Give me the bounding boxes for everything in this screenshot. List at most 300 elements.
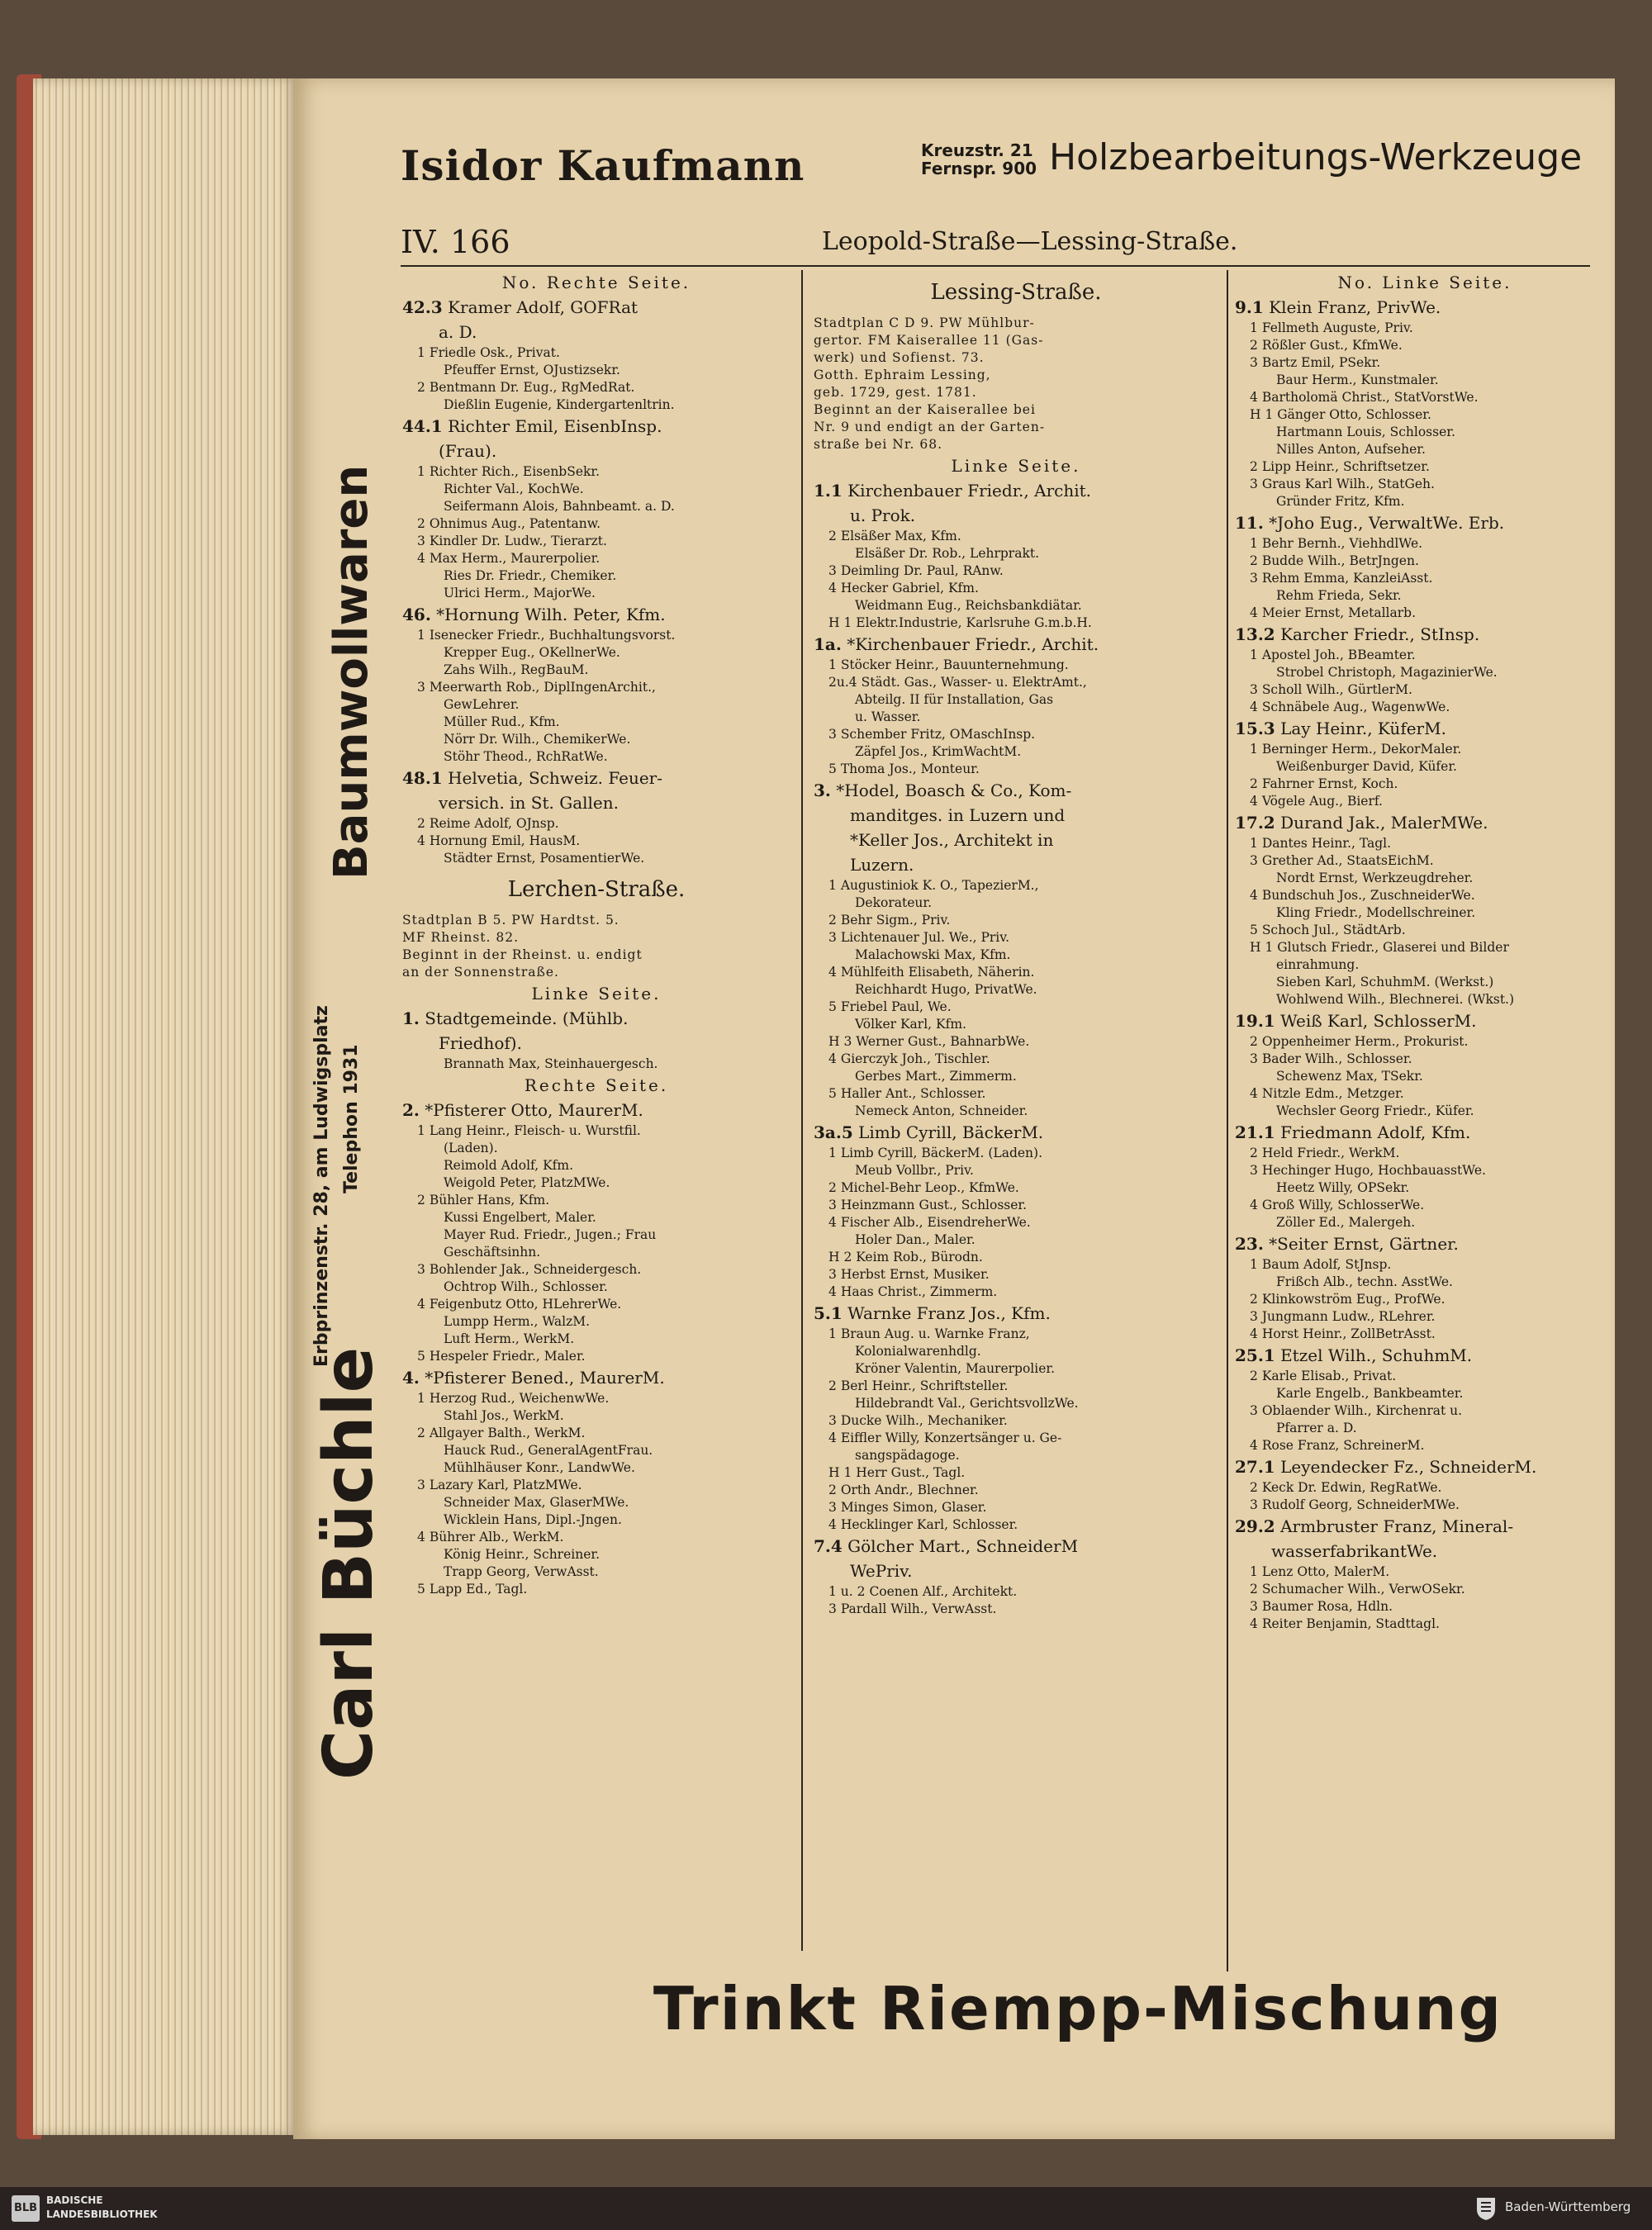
- entry-text: WePriv.: [850, 1561, 913, 1581]
- entry-number: 4: [1250, 390, 1258, 405]
- entry-number: 1: [1250, 1257, 1258, 1272]
- advertiser-address: [921, 141, 1037, 178]
- entry-number: 3: [1250, 1163, 1258, 1178]
- resident-entry: [402, 1390, 790, 1407]
- entry-number: 3: [828, 1601, 837, 1616]
- entry-number: 5.1: [814, 1303, 843, 1323]
- entry-text: Warnke Franz Jos., Kfm.: [847, 1303, 1051, 1323]
- entry-text: Rechte Seite.: [524, 1075, 669, 1095]
- entry-text: Ulrici Herm., MajorWe.: [444, 586, 596, 600]
- entry-number: 5: [828, 999, 837, 1014]
- resident-entry: [814, 562, 1218, 580]
- side-ad-product: Baumwollwaren: [325, 464, 378, 880]
- resident-entry: [814, 1051, 1218, 1068]
- side-heading: [814, 453, 1218, 478]
- entry-text: straße bei Nr. 68.: [814, 437, 943, 452]
- house-entry: [1235, 1454, 1615, 1479]
- entry-text: werk) und Sofienst. 73.: [814, 350, 985, 365]
- library-name-line-1: BADISCHE: [46, 2194, 103, 2206]
- entry-text: u. Wasser.: [855, 709, 921, 724]
- resident-entry: [1235, 887, 1615, 904]
- entry-text: Seifermann Alois, Bahnbeamt. a. D.: [444, 499, 675, 514]
- resident-entry-continuation: [402, 1209, 790, 1226]
- resident-entry-continuation: [814, 1447, 1218, 1464]
- entry-text: Hecker Gabriel, Kfm.: [840, 581, 979, 595]
- street-info: [814, 315, 1218, 332]
- house-entry: [1235, 295, 1615, 320]
- entry-text: Wechsler Georg Friedr., Küfer.: [1276, 1103, 1474, 1118]
- entry-number: 2: [417, 816, 425, 831]
- entry-text: Ochtrop Wilh., Schlosser.: [444, 1279, 608, 1294]
- resident-entry-continuation: [402, 1140, 790, 1157]
- resident-entry: [1235, 1033, 1615, 1051]
- resident-entry: [814, 1249, 1218, 1266]
- entry-text: Graus Karl Wilh., StatGeh.: [1261, 477, 1435, 491]
- entry-text: Berl Heinr., Schriftsteller.: [840, 1378, 1009, 1393]
- entry-number: 1: [828, 1146, 837, 1160]
- house-entry: [1235, 1343, 1615, 1368]
- resident-entry: [402, 379, 790, 396]
- directory-page: [293, 78, 1615, 2139]
- entry-number: 1: [828, 657, 837, 672]
- footer-advertisement: Trinkt Riempp-Mischung: [653, 1974, 1503, 2043]
- resident-entry: [1235, 1145, 1615, 1162]
- entry-text: Richter Rich., EisenbSekr.: [429, 464, 601, 479]
- resident-entry: [814, 1326, 1218, 1343]
- resident-entry-continuation: [1235, 441, 1615, 458]
- entry-text: Limb Cyrill, BäckerM. (Laden).: [840, 1146, 1043, 1160]
- resident-entry-continuation: [402, 567, 790, 585]
- resident-entry: [1235, 1616, 1615, 1633]
- resident-entry: [402, 1261, 790, 1279]
- entry-number: 1: [417, 345, 425, 360]
- entry-number: 4.: [402, 1368, 420, 1388]
- entry-text: an der Sonnenstraße.: [402, 965, 559, 980]
- entry-text: Braun Aug. u. Warnke Franz,: [840, 1326, 1030, 1341]
- resident-entry: [402, 1477, 790, 1494]
- entry-text: Michel-Behr Leop., KfmWe.: [840, 1180, 1019, 1195]
- entry-text: Bartholomä Christ., StatVorstWe.: [1261, 390, 1479, 405]
- resident-entry-continuation: [814, 691, 1218, 709]
- entry-number: 48.1: [402, 768, 443, 788]
- house-entry: [814, 1301, 1218, 1326]
- entry-text: Glutsch Friedr., Glaserei und Bilder: [1277, 940, 1509, 955]
- entry-number: 4: [1250, 1198, 1258, 1212]
- entry-number: 3: [1250, 853, 1258, 868]
- entry-text: Heinzmann Gust., Schlosser.: [840, 1198, 1028, 1212]
- entry-number: 3: [828, 1500, 837, 1515]
- resident-entry-continuation: [814, 947, 1218, 964]
- entry-text: Dießlin Eugenie, Kindergartenltrin.: [444, 397, 675, 412]
- entry-text: Richter Val., KochWe.: [444, 482, 584, 496]
- resident-entry: [1235, 1563, 1615, 1581]
- entry-text: Thoma Jos., Monteur.: [840, 762, 980, 776]
- resident-entry-continuation: [814, 1360, 1218, 1378]
- entry-text: Ries Dr. Friedr., Chemiker.: [444, 568, 617, 583]
- house-entry: [402, 602, 790, 627]
- entry-text: Holer Dan., Maler.: [855, 1232, 976, 1247]
- entry-text: Oblaender Wilh., Kirchenrat u.: [1261, 1403, 1463, 1418]
- resident-entry-continuation: [402, 1511, 790, 1529]
- entry-text: Werner Gust., BahnarbWe.: [856, 1034, 1030, 1049]
- entry-text: Meub Vollbr., Priv.: [855, 1163, 974, 1178]
- resident-entry: [1235, 741, 1615, 758]
- resident-entry-continuation: [1235, 424, 1615, 441]
- resident-entry: [814, 1499, 1218, 1516]
- resident-entry: [814, 761, 1218, 778]
- entry-text: Weißenburger David, Küfer.: [1276, 759, 1457, 774]
- entry-text: Haas Christ., Zimmerm.: [840, 1284, 998, 1299]
- entry-text: Kröner Valentin, Maurerpolier.: [855, 1361, 1056, 1376]
- entry-number: 1: [1250, 1564, 1258, 1579]
- entry-number: 15.3: [1235, 719, 1275, 738]
- column-2: [814, 270, 1218, 1618]
- entry-text: Stöcker Heinr., Bauunternehmung.: [840, 657, 1069, 672]
- house-entry-continuation: [814, 503, 1218, 528]
- entry-number: 1: [828, 878, 837, 893]
- entry-number: 3: [828, 1267, 837, 1282]
- entry-text: Reichhardt Hugo, PrivatWe.: [855, 982, 1037, 997]
- resident-entry-continuation: [1235, 904, 1615, 922]
- resident-entry-continuation: [402, 1244, 790, 1261]
- entry-text: Klinkowström Eug., ProfWe.: [1261, 1292, 1446, 1307]
- entry-number: 46.: [402, 605, 431, 624]
- entry-text: Malachowski Max, Kfm.: [855, 947, 1011, 962]
- side-heading: [402, 1073, 790, 1098]
- entry-text: Völker Karl, Kfm.: [855, 1017, 966, 1032]
- entry-text: Lumpp Herm., WalzM.: [444, 1314, 591, 1329]
- resident-entry: [814, 1085, 1218, 1103]
- resident-entry: [814, 877, 1218, 894]
- entry-text: Orth Andr., Blechner.: [840, 1483, 979, 1497]
- blb-logo-icon: BLB: [12, 2195, 40, 2222]
- entry-number: 11.: [1235, 513, 1264, 533]
- resident-entry-continuation: [402, 1494, 790, 1511]
- entry-text: Grether Ad., StaatsEichM.: [1261, 853, 1434, 868]
- resident-entry: [402, 1296, 790, 1313]
- resident-entry: [1235, 922, 1615, 939]
- entry-text: Elektr.Industrie, Karlsruhe G.m.b.H.: [856, 615, 1092, 630]
- street-info: [814, 436, 1218, 453]
- entry-text: Reiter Benjamin, Stadttagl.: [1261, 1616, 1440, 1631]
- house-entry: [402, 1006, 790, 1031]
- resident-entry-continuation: [402, 1442, 790, 1459]
- entry-text: Rose Franz, SchreinerM.: [1261, 1438, 1425, 1453]
- resident-entry: [814, 912, 1218, 929]
- entry-number: 2: [828, 1180, 837, 1195]
- entry-number: 5: [417, 1349, 425, 1364]
- entry-number: 1.: [402, 1008, 420, 1028]
- resident-entry: [1235, 1197, 1615, 1214]
- side-ad-address: Erbprinzenstr. 28, am Ludwigsplatz: [311, 1005, 332, 1367]
- entry-number: H 1: [1250, 407, 1274, 422]
- entry-text: Hornung Emil, HausM.: [429, 833, 581, 848]
- resident-entry-continuation: [402, 481, 790, 498]
- entry-text: Keck Dr. Edwin, RegRatWe.: [1261, 1480, 1442, 1495]
- house-entry: [1235, 810, 1615, 835]
- resident-entry: [814, 614, 1218, 632]
- resident-entry-continuation: [402, 1407, 790, 1425]
- entry-text: Zöller Ed., Malergeh.: [1276, 1215, 1416, 1230]
- entry-number: 4: [417, 833, 425, 848]
- entry-text: Schember Fritz, OMaschInsp.: [840, 727, 1036, 742]
- entry-number: H 1: [1250, 940, 1274, 955]
- resident-entry: [1235, 1308, 1615, 1326]
- entry-number: 2: [1250, 1146, 1258, 1160]
- entry-text: Kling Friedr., Modellschreiner.: [1276, 905, 1476, 920]
- entry-text: *Kirchenbauer Friedr., Archit.: [847, 634, 1099, 654]
- house-entry: [814, 632, 1218, 657]
- resident-entry-continuation: [402, 498, 790, 515]
- resident-entry: [1235, 1402, 1615, 1420]
- side-heading: [402, 270, 790, 295]
- entry-text: *Keller Jos., Architekt in: [850, 830, 1054, 850]
- entry-text: Pfarrer a. D.: [1276, 1421, 1357, 1435]
- resident-entry-continuation: [1235, 587, 1615, 605]
- resident-entry-continuation: [1235, 664, 1615, 681]
- house-entry: [1235, 1514, 1615, 1539]
- entry-text: Lipp Heinr., Schriftsetzer.: [1261, 459, 1430, 474]
- entry-number: 4: [1250, 1086, 1258, 1101]
- resident-entry: [1235, 852, 1615, 870]
- resident-entry-continuation: [814, 894, 1218, 912]
- street-info: [814, 384, 1218, 401]
- entry-text: Horst Heinr., ZollBetrAsst.: [1261, 1326, 1436, 1341]
- resident-entry-continuation: [1235, 372, 1615, 389]
- page-edges: [33, 78, 297, 2135]
- entry-text: (Frau).: [439, 441, 497, 461]
- entry-number: 4: [828, 1284, 837, 1299]
- entry-text: Eiffler Willy, Konzertsänger u. Ge-: [840, 1431, 1062, 1445]
- entry-text: Behr Bernh., ViehhdlWe.: [1261, 536, 1423, 551]
- entry-text: Fahrner Ernst, Koch.: [1261, 776, 1398, 791]
- entry-text: Wicklein Hans, Dipl.-Jngen.: [444, 1512, 622, 1527]
- entry-number: 3: [417, 1478, 425, 1492]
- entry-text: Gerbes Mart., Zimmerm.: [855, 1069, 1017, 1084]
- entry-text: Hildebrandt Val., GerichtsvollzWe.: [855, 1396, 1079, 1411]
- entry-number: 5: [828, 762, 837, 776]
- house-entry-continuation: [814, 852, 1218, 877]
- resident-entry-continuation: [402, 748, 790, 766]
- resident-entry: [402, 815, 790, 833]
- entry-number: 23.: [1235, 1234, 1264, 1254]
- resident-entry-continuation: [402, 696, 790, 714]
- resident-entry-continuation: [402, 585, 790, 602]
- entry-number: 17.2: [1235, 813, 1275, 833]
- entry-text: Karcher Friedr., StInsp.: [1280, 624, 1480, 644]
- entry-text: Haller Ant., Schlosser.: [840, 1086, 986, 1101]
- house-entry-continuation: [814, 1559, 1218, 1583]
- resident-entry: [402, 1348, 790, 1365]
- entry-text: Fellmeth Auguste, Priv.: [1261, 320, 1413, 335]
- resident-entry: [814, 929, 1218, 947]
- entry-text: Nilles Anton, Aufseher.: [1276, 442, 1426, 457]
- side-ad-name: Carl Büchle: [310, 1346, 388, 1780]
- entry-number: H 2: [828, 1250, 852, 1264]
- house-entry: [1235, 716, 1615, 741]
- entry-number: 3: [1250, 1599, 1258, 1614]
- house-entry-continuation: [814, 828, 1218, 852]
- resident-entry: [1235, 793, 1615, 810]
- resident-entry: [1235, 939, 1615, 956]
- entry-text: Max Herm., Maurerpolier.: [429, 551, 601, 566]
- entry-text: Jungmann Ludw., RLehrer.: [1261, 1309, 1436, 1324]
- entry-number: 3: [828, 930, 837, 945]
- resident-entry: [402, 833, 790, 850]
- resident-entry: [1235, 570, 1615, 587]
- entry-text: geb. 1729, gest. 1781.: [814, 385, 977, 400]
- resident-entry-continuation: [1235, 1214, 1615, 1231]
- entry-text: Hespeler Friedr., Maler.: [429, 1349, 586, 1364]
- advertiser-address-line-2: Fernspr. 900: [921, 159, 1037, 178]
- resident-entry: [1235, 647, 1615, 664]
- entry-number: 21.1: [1235, 1122, 1275, 1142]
- entry-number: 13.2: [1235, 624, 1275, 644]
- entry-number: 2: [828, 1483, 837, 1497]
- entry-text: Meier Ernst, Metallarb.: [1261, 605, 1416, 620]
- entry-text: Rößler Gust., KfmWe.: [1261, 338, 1403, 353]
- street-info: [814, 419, 1218, 436]
- resident-entry: [814, 657, 1218, 674]
- entry-text: Bentmann Dr. Eug., RgMedRat.: [429, 380, 635, 395]
- page-number: IV. 166: [401, 224, 510, 260]
- resident-entry: [814, 1197, 1218, 1214]
- resident-entry: [402, 1122, 790, 1140]
- entry-text: Baum Adolf, StJnsp.: [1261, 1257, 1392, 1272]
- entry-text: No. Rechte Seite.: [501, 273, 691, 292]
- entry-number: 2: [828, 529, 837, 543]
- entry-text: Stadtplan B 5. PW Hardtst. 5.: [402, 913, 620, 928]
- entry-number: 3: [1250, 1051, 1258, 1066]
- resident-entry: [402, 1581, 790, 1598]
- entry-text: Lapp Ed., Tagl.: [429, 1582, 528, 1597]
- entry-number: 4: [828, 1051, 837, 1066]
- entry-text: Lessing-Straße.: [930, 280, 1102, 305]
- entry-text: No. Linke Seite.: [1337, 273, 1512, 292]
- resident-entry: [1235, 699, 1615, 716]
- baden-wuerttemberg-crest-icon: [1475, 2196, 1497, 2221]
- side-ad-telephone: Telephon 1931: [341, 1044, 362, 1193]
- entry-number: 4: [1250, 1326, 1258, 1341]
- resident-entry-continuation: [814, 1016, 1218, 1033]
- resident-entry-continuation: [1235, 1385, 1615, 1402]
- entry-number: 44.1: [402, 416, 443, 436]
- entry-text: Lichtenauer Jul. We., Priv.: [840, 930, 1010, 945]
- resident-entry-continuation: [1235, 1068, 1615, 1085]
- entry-text: Armbruster Franz, Mineral-: [1280, 1516, 1514, 1536]
- entry-number: 2: [1250, 1034, 1258, 1049]
- entry-number: 2: [828, 1378, 837, 1393]
- entry-number: 3: [1250, 477, 1258, 491]
- column-divider-1: [801, 270, 803, 1951]
- entry-number: 4: [417, 1297, 425, 1312]
- entry-text: Held Friedr., WerkM.: [1261, 1146, 1400, 1160]
- resident-entry-continuation: [814, 545, 1218, 562]
- entry-number: 1: [1250, 320, 1258, 335]
- entry-number: 4: [828, 581, 837, 595]
- entry-number: 25.1: [1235, 1345, 1275, 1365]
- resident-entry: [814, 1482, 1218, 1499]
- entry-text: Pfeuffer Ernst, OJustizsekr.: [444, 363, 620, 377]
- entry-number: 3: [828, 1413, 837, 1428]
- entry-number: 1.1: [814, 481, 843, 501]
- entry-text: Friedmann Adolf, Kfm.: [1280, 1122, 1471, 1142]
- entry-number: 2: [1250, 1582, 1258, 1597]
- house-entry-continuation: [1235, 1539, 1615, 1563]
- resident-entry: [814, 1266, 1218, 1283]
- resident-entry: [1235, 1162, 1615, 1179]
- entry-text: Brannath Max, Steinhauergesch.: [444, 1056, 658, 1071]
- entry-text: Isenecker Friedr., Buchhaltungsvorst.: [429, 628, 676, 643]
- resident-entry: [814, 1412, 1218, 1430]
- street-info: [814, 367, 1218, 384]
- entry-text: Lazary Karl, PlatzMWe.: [429, 1478, 582, 1492]
- entry-text: Karle Elisab., Privat.: [1261, 1369, 1397, 1383]
- resident-entry-continuation: [814, 743, 1218, 761]
- house-entry: [402, 766, 790, 790]
- entry-text: Gierczyk Joh., Tischler.: [840, 1051, 990, 1066]
- page-title: Leopold-Straße—Lessing-Straße.: [822, 227, 1238, 256]
- entry-number: 4: [417, 1530, 425, 1544]
- resident-entry: [1235, 553, 1615, 570]
- resident-entry-continuation: [402, 1563, 790, 1581]
- entry-number: 2: [828, 913, 837, 928]
- resident-entry: [1235, 476, 1615, 493]
- resident-entry-continuation: [1235, 974, 1615, 991]
- advertiser-name: Isidor Kaufmann: [401, 141, 805, 190]
- resident-entry-continuation: [814, 981, 1218, 999]
- entry-text: Dantes Heinr., Tagl.: [1261, 836, 1392, 851]
- resident-entry: [402, 679, 790, 696]
- entry-number: 4: [828, 965, 837, 980]
- entry-text: Lenz Otto, MalerM.: [1261, 1564, 1390, 1579]
- entry-number: 1 u. 2: [828, 1584, 866, 1599]
- resident-entry-continuation: [402, 362, 790, 379]
- entry-number: 5: [417, 1582, 425, 1597]
- entry-text: a. D.: [439, 322, 477, 342]
- resident-entry-continuation: [1235, 1103, 1615, 1120]
- house-entry-continuation: [402, 439, 790, 463]
- entry-number: 4: [1250, 888, 1258, 903]
- resident-entry-continuation: [814, 597, 1218, 614]
- resident-entry: [814, 1601, 1218, 1618]
- resident-entry: [1235, 605, 1615, 622]
- resident-entry-continuation: [402, 1056, 790, 1073]
- entry-text: *Pfisterer Bened., MaurerM.: [425, 1368, 665, 1388]
- resident-entry-continuation: [814, 1395, 1218, 1412]
- resident-entry-continuation: [1235, 956, 1615, 974]
- resident-entry-continuation: [402, 1331, 790, 1348]
- entry-text: *Hornung Wilh. Peter, Kfm.: [436, 605, 666, 624]
- resident-entry-continuation: [814, 1162, 1218, 1179]
- entry-text: Gründer Fritz, Kfm.: [1276, 494, 1405, 509]
- resident-entry: [1235, 1598, 1615, 1616]
- entry-number: 1: [1250, 648, 1258, 662]
- running-head: [401, 219, 1590, 267]
- entry-number: 2: [417, 1426, 425, 1440]
- resident-entry: [1235, 776, 1615, 793]
- house-entry: [402, 1365, 790, 1390]
- resident-entry: [814, 580, 1218, 597]
- side-heading: [402, 981, 790, 1006]
- entry-number: 4: [828, 1517, 837, 1532]
- entry-number: 1: [828, 1326, 837, 1341]
- entry-text: Bohlender Jak., Schneidergesch.: [429, 1262, 642, 1277]
- state-label: Baden-Württemberg: [1505, 2199, 1631, 2214]
- entry-text: Leyendecker Fz., SchneiderM.: [1280, 1457, 1537, 1477]
- entry-text: (Laden).: [444, 1141, 498, 1155]
- entry-text: Kindler Dr. Ludw., Tierarzt.: [429, 534, 607, 548]
